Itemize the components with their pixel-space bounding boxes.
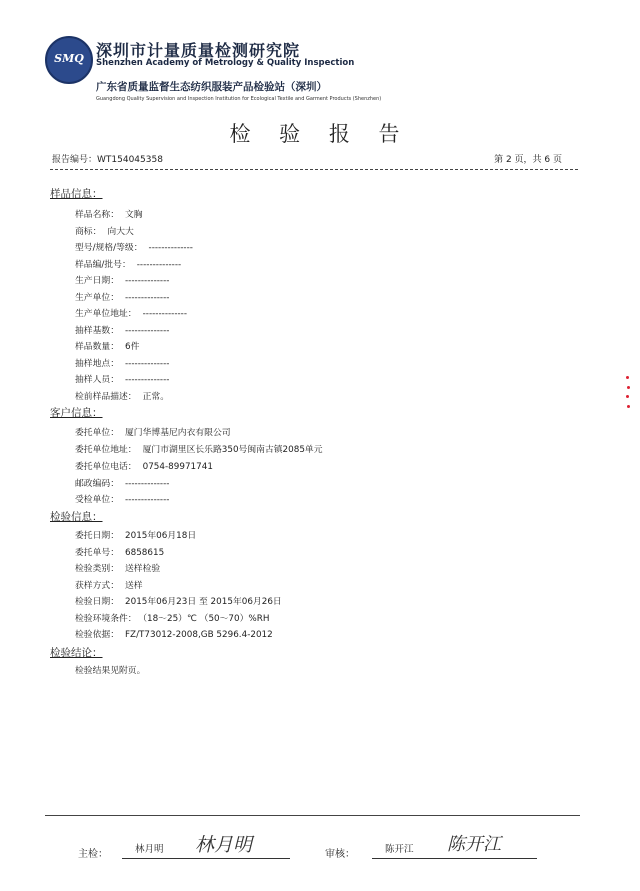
- inspection-row: 检验类别： 送样检验: [75, 564, 161, 574]
- inspection-row: 检验日期： 2015年06月23日 至 2015年06月26日: [75, 597, 282, 607]
- footer-divider: [45, 815, 580, 816]
- sample-row: 抽样基数： --------------: [75, 326, 170, 336]
- stamp-mark: [627, 386, 630, 389]
- stamp-mark: [627, 405, 630, 408]
- org-name-cn: 深圳市计量质量检测研究院: [96, 41, 301, 60]
- inspector-name: 林月明: [135, 844, 164, 855]
- sample-row: 型号/规格/等级： --------------: [75, 243, 193, 253]
- conclusion-heading: 检验结论：: [50, 647, 103, 659]
- sample-row: 抽样人员： --------------: [75, 375, 170, 385]
- logo-text: SMQ: [54, 52, 84, 65]
- sample-row: 商标： 向大大: [75, 227, 134, 237]
- sample-row: 生产日期： --------------: [75, 276, 170, 286]
- client-row: 委托单位电话： 0754-89971741: [75, 462, 213, 472]
- smq-logo: [45, 36, 93, 84]
- client-row: 委托单位地址： 厦门市湖里区长乐路350号闽南古镇2085单元: [75, 445, 323, 455]
- conclusion-text: 检验结果见附页。: [75, 666, 146, 676]
- inspection-row: 检验依据： FZ/T73012-2008,GB 5296.4-2012: [75, 630, 273, 640]
- header-divider: [50, 169, 578, 170]
- sample-row: 样品名称： 文胸: [75, 210, 143, 220]
- reviewer-name: 陈开江: [385, 844, 414, 855]
- client-row: 邮政编码： --------------: [75, 479, 170, 489]
- stamp-mark: [626, 395, 629, 398]
- reviewer-label: 审核：: [325, 849, 355, 860]
- sample-row: 生产单位地址： --------------: [75, 309, 188, 319]
- inspection-row: 委托单号： 6858615: [75, 548, 165, 558]
- sample-row: 生产单位： --------------: [75, 293, 170, 303]
- stamp-mark: [626, 376, 629, 379]
- sub-org-cn: 广东省质量监督生态纺织服装产品检验站（深圳）: [96, 81, 327, 93]
- org-name-en: Shenzhen Academy of Metrology & Quality Inspection: [96, 58, 355, 68]
- page-title: 检 验 报 告: [229, 122, 411, 146]
- sample-row: 抽样地点： --------------: [75, 359, 170, 369]
- sample-info-heading: 样品信息：: [50, 188, 103, 200]
- sub-org-en: Guangdong Quality Supervision and Inspection Institution for Ecological Textile and Garment Products (Shenzhen): [96, 96, 382, 102]
- inspection-info-heading: 检验信息：: [50, 511, 103, 523]
- page-info: 第 2 页，共 6 页: [494, 155, 562, 165]
- inspector-signature: 林月明: [195, 834, 253, 856]
- reviewer-signature: 陈开江: [447, 834, 501, 855]
- client-row: 委托单位： 厦门华博基尼内衣有限公司: [75, 428, 231, 438]
- sample-row: 检前样品描述： 正常。: [75, 392, 169, 402]
- sample-row: 样品数量： 6件: [75, 342, 140, 352]
- client-info-heading: 客户信息：: [50, 407, 103, 419]
- inspection-row: 检验环境条件： （18～25）℃ （50～70）%RH: [75, 614, 270, 624]
- inspector-label: 主检：: [78, 849, 108, 860]
- inspection-row: 获样方式： 送样: [75, 581, 143, 591]
- client-row: 受检单位： --------------: [75, 495, 170, 505]
- report-number: 报告编号：WT154045358: [52, 155, 163, 165]
- inspection-row: 委托日期： 2015年06月18日: [75, 531, 197, 541]
- sample-row: 样品编/批号： --------------: [75, 260, 182, 270]
